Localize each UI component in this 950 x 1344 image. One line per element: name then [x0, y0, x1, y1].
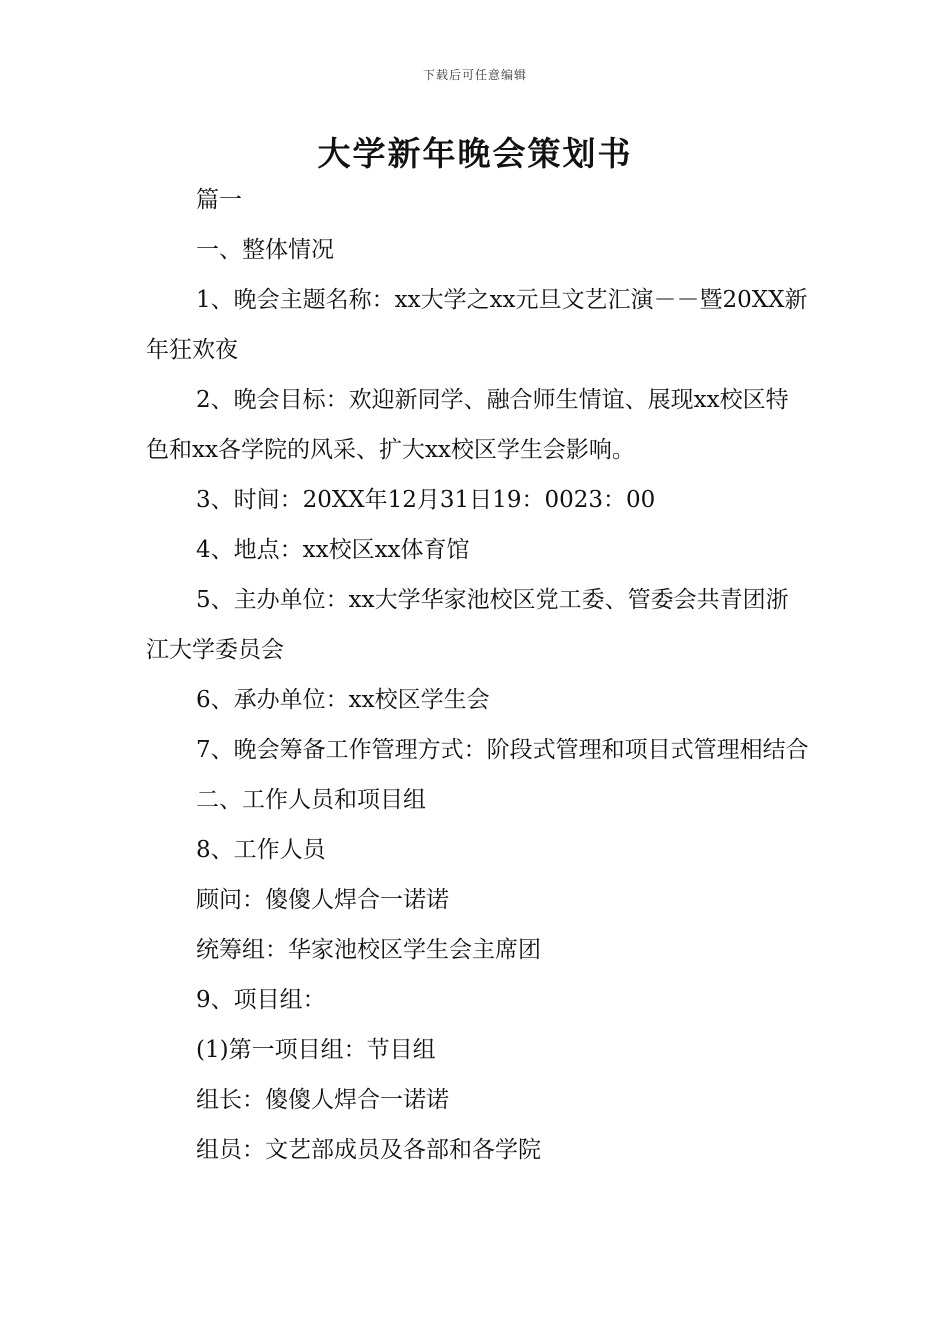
list-item: (1)第一项目组：节目组	[196, 1037, 436, 1063]
list-item: 4、地点：xx校区xx体育馆	[196, 537, 470, 563]
section-label: 篇一	[196, 187, 242, 213]
list-item: 组长：傻傻人焊合一诺诺	[196, 1087, 449, 1113]
document-body	[146, 175, 810, 1175]
list-item: 7、晚会筹备工作管理方式：阶段式管理和项目式管理相结合	[196, 737, 809, 763]
list-item: 1、晚会主题名称：xx大学之xx元旦文艺汇演－－暨20XX新年狂欢夜	[146, 287, 808, 363]
list-item: 2、晚会目标：欢迎新同学、融合师生情谊、展现xx校区特色和xx各学院的风采、扩大xx校区学生会影响。	[146, 387, 789, 463]
list-item: 8、工作人员	[196, 837, 326, 863]
list-item: 6、承办单位：xx校区学生会	[196, 687, 490, 713]
section-heading: 二、工作人员和项目组	[196, 787, 426, 813]
list-item: 3、时间：20XX年12月31日19：0023：00	[196, 487, 656, 513]
list-item: 组员：文艺部成员及各部和各学院	[196, 1137, 541, 1163]
list-item: 9、项目组：	[196, 987, 326, 1013]
list-item: 5、主办单位：xx大学华家池校区党工委、管委会共青团浙江大学委员会	[146, 587, 789, 663]
section-heading: 一、整体情况	[196, 237, 334, 263]
list-item: 统筹组：华家池校区学生会主席团	[196, 937, 541, 963]
document-title: 大学新年晚会策划书	[317, 134, 633, 173]
list-item: 顾问：傻傻人焊合一诺诺	[196, 887, 449, 913]
page-header-note: 下载后可任意编辑	[422, 68, 527, 82]
